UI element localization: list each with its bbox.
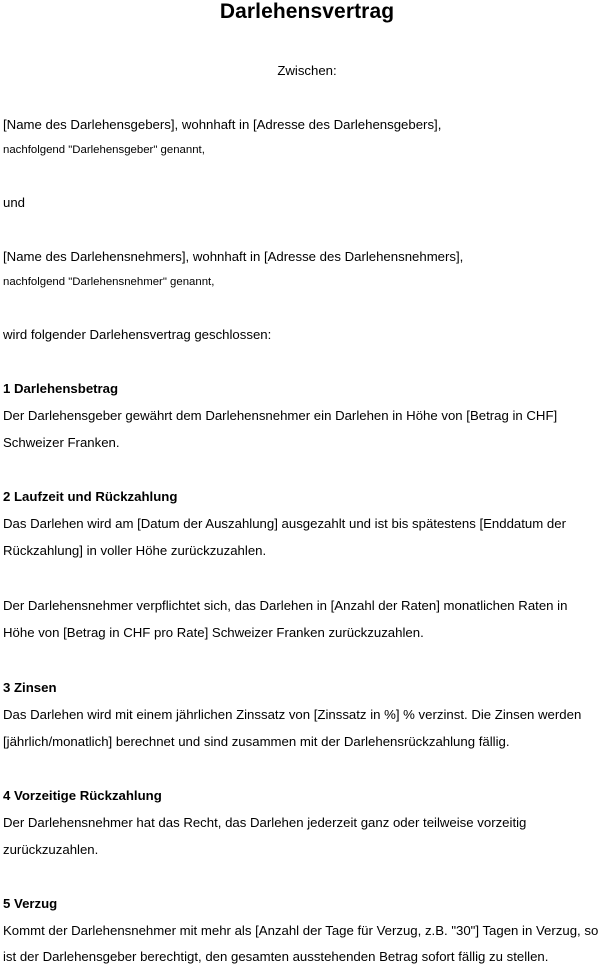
section-text-line: zurückzuzahlen.: [3, 842, 99, 857]
section-text-line: Rückzahlung] in voller Höhe zurückzuzahlen.: [3, 543, 267, 558]
section-text-line: Das Darlehen wird am [Datum der Auszahlung] ausgezahlt und ist bis spätestens [Enddatum der: [3, 516, 566, 531]
concluded-line: wird folgender Darlehensvertrag geschlossen:: [3, 327, 272, 342]
section-heading: 3 Zinsen: [3, 680, 57, 695]
section-heading: 5 Verzug: [3, 896, 58, 911]
borrower-line: [Name des Darlehensnehmers], wohnhaft in [Adresse des Darlehensnehmers],: [3, 249, 464, 264]
section-text-line: Höhe von [Betrag in CHF pro Rate] Schweizer Franken zurückzuzahlen.: [3, 625, 424, 640]
section-text-line: Der Darlehensgeber gewährt dem Darlehensnehmer ein Darlehen in Höhe von [Betrag in CHF]: [3, 408, 558, 423]
and-label: und: [3, 195, 26, 210]
section-heading: 4 Vorzeitige Rückzahlung: [3, 788, 162, 803]
section-heading: 2 Laufzeit und Rückzahlung: [3, 489, 178, 504]
section-text-line: Kommt der Darlehensnehmer mit mehr als [Anzahl der Tage für Verzug, z.B. "30"] Tagen in Verzug, so: [3, 923, 599, 938]
between-label: Zwischen:: [277, 63, 337, 78]
section-text-line: Der Darlehensnehmer hat das Recht, das Darlehen jederzeit ganz oder teilweise vorzeitig: [3, 815, 527, 830]
section-text-line: Der Darlehensnehmer verpflichtet sich, das Darlehen in [Anzahl der Raten] monatlichen Raten in: [3, 598, 568, 613]
borrower-note: nachfolgend "Darlehensnehmer" genannt,: [3, 276, 215, 288]
document-title: Darlehensvertrag: [219, 0, 395, 23]
section-text-line: Das Darlehen wird mit einem jährlichen Zinssatz von [Zinssatz in %] % verzinst. Die Zinsen werden: [3, 707, 582, 722]
section-heading: 1 Darlehensbetrag: [3, 381, 119, 396]
section-text-line: Schweizer Franken.: [3, 435, 120, 450]
lender-line: [Name des Darlehensgebers], wohnhaft in [Adresse des Darlehensgebers],: [3, 117, 442, 132]
lender-note: nachfolgend "Darlehensgeber" genannt,: [3, 144, 205, 156]
section-text-line: ist der Darlehensgeber berechtigt, den gesamten ausstehenden Betrag sofort fällig zu stellen.: [3, 949, 549, 964]
section-text-line: [jährlich/monatlich] berechnet und sind zusammen mit der Darlehensrückzahlung fällig.: [3, 734, 510, 749]
